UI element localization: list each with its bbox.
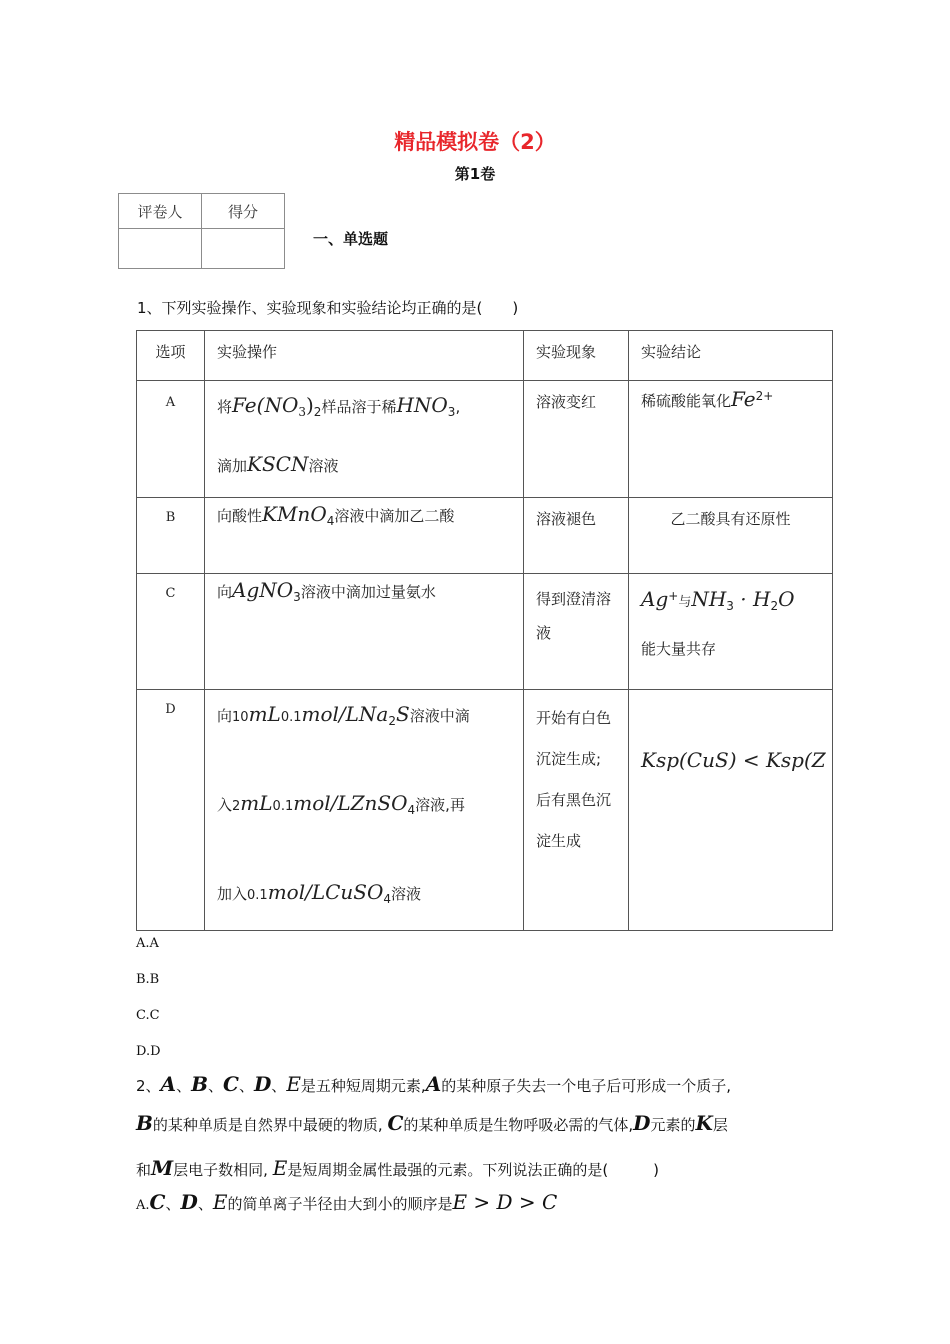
op-text: 溶液中滴加乙二酸 [334,507,455,525]
element-symbol: E [272,1156,288,1180]
element-symbol: A [425,1072,442,1096]
element-symbol: E [212,1190,228,1214]
formula-sub: 2 [313,405,322,419]
element-symbol: B [191,1072,208,1096]
num: 0.1 [280,710,302,725]
op-text: 向 [217,707,233,725]
q2-text: 的某种单质是自然界中最硬的物质, [152,1116,388,1134]
option-label: D [137,690,205,931]
element-symbol: D [253,1072,272,1096]
op-text: 样品溶于稀 [321,398,397,416]
operation-cell [205,690,524,931]
question-2-line-2 [136,1111,728,1135]
element-symbol: C [223,1072,239,1096]
con-text: 能大量共存 [641,640,717,658]
formula-sub: 3 [447,405,456,419]
formula-sup: + [668,589,679,603]
header-option: 选项 [137,331,205,381]
element-symbol: C [387,1111,404,1135]
q2-text: 、 [208,1077,224,1095]
formula: Fe(NO [232,393,299,417]
q2-text: 层 [712,1116,728,1134]
page-title: 精品模拟卷（2） [394,130,556,154]
formula-sub: 3 [298,405,306,419]
formula: E > D > C [452,1190,558,1214]
option-label: A [137,381,205,498]
header-conclusion: 实验结论 [629,331,833,381]
formula: KMnO [262,502,327,526]
element-symbol: B [136,1111,153,1135]
table-row [137,574,833,690]
q2-text: 是五种短周期元素, [300,1077,426,1095]
q2-text: 、 [271,1077,287,1095]
element-symbol: C [149,1190,166,1214]
op-text: , [455,398,461,416]
q2-text: 、 [165,1195,181,1213]
op-text: 将 [217,398,233,416]
q2-text: 2、 [136,1077,161,1095]
score-header: 得分 [202,194,285,229]
q2-text: 、 [197,1195,213,1213]
phenomenon-cell: 开始有白色沉淀生成;后有黑色沉淀生成 [524,690,629,931]
table-row [137,498,833,574]
formula: S [396,702,410,726]
choice-a[interactable]: A.A [136,936,159,951]
q2-text: 的简单离子半径由大到小的顺序是 [227,1195,453,1213]
formula: ) [305,393,314,417]
question-2-option-a[interactable] [136,1190,557,1214]
element-symbol: K [695,1111,713,1135]
table-row [137,690,833,931]
op-text: 溶液 [391,885,422,903]
op-text: 溶液,再 [415,796,465,814]
q2-text: 层电子数相同, [173,1161,273,1179]
formula-sub: 3 [293,590,301,604]
phenomenon-cell: 溶液褪色 [524,498,629,574]
formula-sub: 2 [388,714,396,728]
formula: HNO [396,393,448,417]
q2-text: 和 [136,1161,152,1179]
q2-text: A. [136,1198,150,1213]
q2-text: 元素的 [650,1116,696,1134]
q2-text: 的某种单质是生物呼吸必需的气体, [403,1116,634,1134]
formula: mol/LNa [301,702,389,726]
operation-cell [205,574,524,690]
formula: NH [691,587,727,611]
choice-d[interactable]: D.D [136,1044,161,1059]
conclusion-cell [629,574,833,690]
conclusion-cell [629,690,833,931]
formula-sub: 4 [326,514,335,528]
conclusion-cell [629,381,833,498]
element-symbol: D [633,1111,651,1135]
op-text: 溶液中滴加过量氨水 [300,583,436,601]
q2-text: 、 [238,1077,254,1095]
option-label: C [137,574,205,690]
choice-b[interactable]: B.B [136,972,160,987]
op-text: 滴加 [217,457,248,475]
con-text: 稀硫酸能氧化 [641,392,732,410]
op-text: 溶液中滴 [409,707,470,725]
op-text: 向酸性 [217,507,263,525]
table-row [137,381,833,498]
formula: AgNO [232,578,294,602]
op-text: 加入 [217,885,248,903]
experiment-table [136,330,833,931]
num: 0.1 [272,799,294,814]
formula: mL [248,702,281,726]
score-table [118,193,285,269]
choice-c[interactable]: C.C [136,1008,160,1023]
header-phenomenon: 实验现象 [524,331,629,381]
num: 10 [232,710,249,725]
volume-label: 第1卷 [454,165,496,183]
formula: Ag [641,587,669,611]
q2-text: 的某种原子失去一个电子后可形成一个质子, [441,1077,732,1095]
formula: mL [240,791,273,815]
element-symbol: M [151,1156,174,1180]
op-text: 向 [217,583,233,601]
option-label: B [137,498,205,574]
q2-text: 、 [176,1077,192,1095]
score-cell[interactable] [202,229,285,269]
formula-sub: 2 [770,599,779,613]
formula: mol/LZnSO [293,791,408,815]
formula: O [778,587,795,611]
con-text: 与 [678,595,692,610]
phenomenon-cell: 得到澄清溶液 [524,574,629,690]
element-symbol: D [180,1190,198,1214]
op-text: 溶液 [308,457,339,475]
question-2-line-1 [136,1072,731,1096]
formula: KSCN [247,452,309,476]
formula-sub: 3 [726,599,734,613]
formula-sub: 4 [383,892,392,906]
formula-sup: 2+ [755,389,774,403]
op-text: 入 [217,796,233,814]
formula-sub: 4 [407,803,416,817]
question-1-stem: 1、下列实验操作、实验现象和实验结论均正确的是( ) [137,299,519,317]
formula: · H [733,587,771,611]
grader-header: 评卷人 [119,194,202,229]
operation-cell [205,498,524,574]
phenomenon-cell: 溶液变红 [524,381,629,498]
header-operation: 实验操作 [205,331,524,381]
formula: Ksp(CuS) < Ksp(Z [641,748,826,772]
formula: Fe [731,387,756,411]
element-symbol: A [160,1072,177,1096]
grader-cell[interactable] [119,229,202,269]
section-heading: 一、单选题 [313,230,389,248]
conclusion-cell: 乙二酸具有还原性 [629,498,833,574]
operation-cell [205,381,524,498]
q2-text: 是短周期金属性最强的元素。下列说法正确的是( ) [287,1161,660,1179]
formula: mol/LCuSO [267,880,384,904]
num: 2 [232,799,241,814]
question-2-line-3 [136,1156,659,1180]
num: 0.1 [247,888,268,903]
element-symbol: E [286,1072,301,1096]
